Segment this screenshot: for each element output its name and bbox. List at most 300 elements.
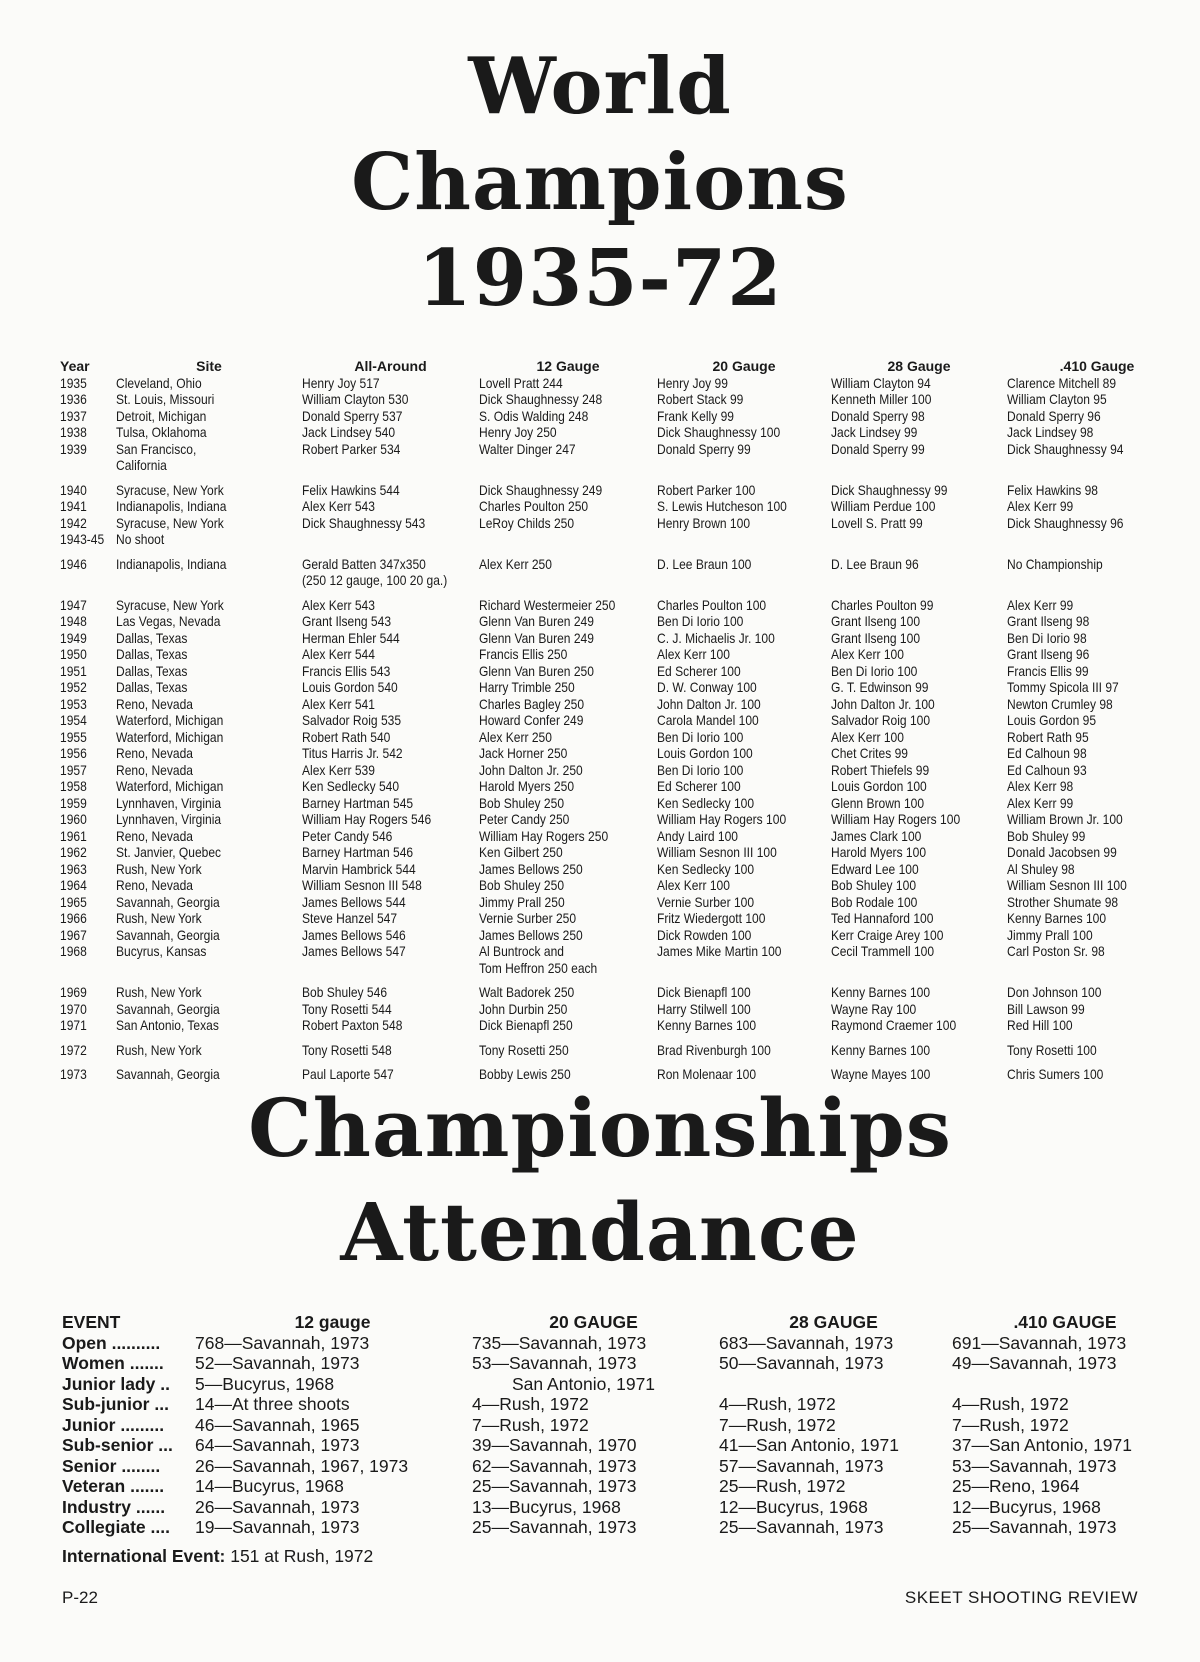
- cell-text: Cleveland, Ohio: [116, 374, 202, 391]
- champion-row: [60, 424, 1187, 441]
- champion-cell-410-gauge: [1007, 679, 1187, 696]
- attendance-cell-410-gauge: 7—Rush, 1972: [952, 1414, 1069, 1435]
- cell-text: Syracuse, New York: [116, 481, 224, 498]
- champion-cell-12-gauge: [479, 828, 657, 845]
- champion-cell-all-around: [302, 844, 479, 861]
- attendance-cell-20-gauge: San Antonio, 1971: [512, 1373, 656, 1394]
- champion-cell-28-gauge: [831, 861, 1007, 878]
- cell-text: Al Shuley 98: [1007, 860, 1075, 877]
- champion-cell-410-gauge: [1007, 589, 1187, 614]
- champion-cell-20-gauge: [657, 976, 831, 1001]
- champion-cell-all-around: [302, 391, 479, 408]
- champion-cell-12-gauge: [479, 712, 657, 729]
- champion-cell-12-gauge: [479, 976, 657, 1001]
- champion-cell-site: [116, 861, 302, 878]
- cell-text: Dallas, Texas: [116, 662, 188, 679]
- champion-cell-410-gauge: [1007, 391, 1187, 408]
- champion-cell-12-gauge: [479, 515, 657, 532]
- cell-text: Ed Calhoun 93: [1007, 761, 1087, 778]
- champion-cell-28-gauge: [831, 729, 1007, 746]
- cell-text: Newton Crumley 98: [1007, 695, 1113, 712]
- attendance-cell-event: Veteran .......: [62, 1476, 165, 1496]
- champion-cell-28-gauge: [831, 877, 1007, 894]
- champion-cell-site: [116, 877, 302, 894]
- champion-cell-year: [60, 515, 116, 532]
- cell-text: C. J. Michaelis Jr. 100: [657, 629, 775, 646]
- cell-text: James Bellows 250: [479, 860, 583, 877]
- cell-text: Alex Kerr 250: [479, 728, 552, 745]
- cell-text: Chet Crites 99: [831, 745, 908, 761]
- champion-cell-12-gauge: [479, 548, 657, 589]
- cell-text: Ken Sedlecky 540: [302, 778, 400, 794]
- champion-cell-all-around: [302, 630, 479, 647]
- champion-cell-site: [116, 927, 302, 944]
- cell-text: D. Lee Braun 96: [831, 555, 919, 572]
- champion-cell-all-around: [302, 515, 479, 532]
- cell-text: Henry Brown 100: [657, 514, 751, 531]
- champion-cell-site: [116, 474, 302, 499]
- champion-cell-20-gauge: [657, 474, 831, 499]
- champion-cell-20-gauge: [657, 943, 831, 976]
- cell-text: Jack Lindsey 98: [1007, 424, 1094, 440]
- cell-text: Robert Rath 95: [1007, 728, 1089, 745]
- header-410-gauge: .410 Gauge: [1059, 358, 1135, 374]
- cell-text: Harry Trimble 250: [479, 679, 575, 695]
- champion-cell-year: [60, 679, 116, 696]
- attendance-header-event: EVENT: [62, 1312, 121, 1332]
- cell-text: James Bellows 250: [479, 926, 583, 943]
- champion-cell-12-gauge: [479, 589, 657, 614]
- champion-cell-year: [60, 548, 116, 589]
- cell-text: Dallas, Texas: [116, 629, 188, 646]
- cell-text: Alex Kerr 539: [302, 761, 375, 778]
- cell-text: Francis Ellis 99: [1007, 662, 1089, 679]
- champion-cell-site: [116, 696, 302, 713]
- attendance-cell-28-gauge: 57—Savannah, 1973: [719, 1455, 884, 1476]
- cell-text: Waterford, Michigan: [116, 728, 224, 745]
- attendance-title-line-1: Championships: [248, 1081, 952, 1175]
- cell-text: LeRoy Childs 250: [479, 514, 575, 531]
- cell-text: Lovell Pratt 244: [479, 374, 563, 391]
- champion-cell-year: [60, 712, 116, 729]
- champion-cell-year: [60, 1058, 116, 1083]
- champion-cell-20-gauge: [657, 778, 831, 795]
- cell-text: Dick Bienapfl 100: [657, 984, 751, 1000]
- cell-text: John Durbin 250: [479, 1000, 568, 1017]
- cell-text: John Dalton Jr. 100: [657, 695, 761, 712]
- champion-cell-20-gauge: [657, 910, 831, 927]
- cell-text: S. Lewis Hutcheson 100: [657, 498, 787, 514]
- champion-cell-site: [116, 1058, 302, 1083]
- cell-text: Charles Poulton 100: [657, 596, 767, 613]
- cell-text: Dick Shaughnessy 96: [1007, 514, 1124, 531]
- champion-cell-year: [60, 745, 116, 762]
- cell-text: Steve Hanzel 547: [302, 910, 398, 926]
- champion-cell-all-around: [302, 375, 479, 392]
- header-all-around: All-Around: [354, 358, 427, 374]
- cell-text: Donald Sperry 99: [831, 440, 925, 457]
- cell-text: Dick Bienapfl 250: [479, 1017, 573, 1033]
- champion-row: [60, 795, 1187, 812]
- champion-cell-12-gauge: [479, 762, 657, 779]
- champion-cell-12-gauge: [479, 663, 657, 680]
- cell-text: Bob Shuley 99: [1007, 827, 1086, 844]
- attendance-row: [62, 1476, 1180, 1497]
- cell-text: Henry Joy 517: [302, 374, 380, 391]
- cell-text: Reno, Nevada: [116, 877, 193, 893]
- title-line-2: Champions: [351, 137, 849, 228]
- champion-row: [60, 474, 1187, 499]
- attendance-row: [62, 1435, 1180, 1456]
- champion-row: [60, 877, 1187, 894]
- champion-cell-year: [60, 910, 116, 927]
- cell-text: Reno, Nevada: [116, 745, 193, 761]
- cell-text: Ken Gilbert 250: [479, 844, 563, 860]
- champion-cell-20-gauge: [657, 408, 831, 425]
- champion-cell-20-gauge: [657, 1034, 831, 1059]
- champion-cell-28-gauge: [831, 630, 1007, 647]
- champion-row: [60, 589, 1187, 614]
- cell-text: Tony Rosetti 250: [479, 1041, 569, 1058]
- cell-text: Robert Parker 100: [657, 481, 756, 498]
- champion-row: [60, 729, 1187, 746]
- champion-cell-28-gauge: [831, 424, 1007, 441]
- champion-cell-20-gauge: [657, 1001, 831, 1018]
- champion-row: [60, 976, 1187, 1001]
- cell-text: Syracuse, New York: [116, 514, 224, 531]
- attendance-row: [62, 1517, 1180, 1538]
- cell-text: 1947: [60, 596, 87, 613]
- champion-cell-28-gauge: [831, 391, 1007, 408]
- attendance-cell-410-gauge: 12—Bucyrus, 1968: [952, 1496, 1101, 1517]
- attendance-header-28-gauge: 28 GAUGE: [789, 1312, 878, 1332]
- champion-cell-12-gauge: [479, 375, 657, 392]
- champion-row: [60, 548, 1187, 589]
- cell-text: James Clark 100: [831, 827, 922, 844]
- champion-cell-site: [116, 663, 302, 680]
- cell-text: D. Lee Braun 100: [657, 555, 752, 572]
- champion-cell-all-around: [302, 828, 479, 845]
- cell-text: James Mike Martin 100: [657, 943, 782, 959]
- cell-text: Peter Candy 250: [479, 811, 570, 827]
- cell-text: Bill Lawson 99: [1007, 1000, 1085, 1017]
- champion-cell-site: [116, 828, 302, 845]
- champions-header-row: [60, 358, 1187, 375]
- champion-cell-all-around: [302, 811, 479, 828]
- champion-cell-410-gauge: [1007, 877, 1187, 894]
- champion-cell-12-gauge: [479, 696, 657, 713]
- champion-cell-all-around: [302, 861, 479, 878]
- cell-text: Bob Shuley 546: [302, 984, 388, 1000]
- champion-cell-28-gauge: [831, 762, 1007, 779]
- champion-cell-410-gauge: [1007, 795, 1187, 812]
- champion-cell-year: [60, 1001, 116, 1018]
- champion-cell-year: [60, 927, 116, 944]
- champion-cell-28-gauge: [831, 441, 1007, 474]
- cell-text: Louis Gordon 100: [831, 778, 927, 794]
- champion-cell-all-around: [302, 976, 479, 1001]
- cell-text: 1961: [60, 827, 87, 844]
- attendance-header-20-gauge: 20 GAUGE: [549, 1312, 638, 1332]
- champion-cell-site: [116, 548, 302, 589]
- cell-text: Donald Jacobsen 99: [1007, 844, 1117, 860]
- cell-text: Donald Sperry 96: [1007, 407, 1101, 424]
- cell-text: Cecil Trammell 100: [831, 943, 935, 959]
- champion-cell-410-gauge: [1007, 712, 1187, 729]
- champion-cell-20-gauge: [657, 927, 831, 944]
- cell-text: Donald Sperry 99: [657, 440, 751, 457]
- champion-cell-28-gauge: [831, 1001, 1007, 1018]
- cell-text: Wayne Mayes 100: [831, 1066, 931, 1082]
- champion-cell-410-gauge: [1007, 1001, 1187, 1018]
- champion-cell-12-gauge: [479, 927, 657, 944]
- champion-cell-410-gauge: [1007, 811, 1187, 828]
- cell-text: Marvin Hambrick 544: [302, 860, 416, 877]
- champion-cell-20-gauge: [657, 745, 831, 762]
- cell-text: Salvador Roig 535: [302, 712, 402, 728]
- champion-cell-12-gauge: [479, 613, 657, 630]
- attendance-cell-20-gauge: 25—Savannah, 1973: [472, 1476, 637, 1496]
- champion-cell-year: [60, 696, 116, 713]
- champion-cell-all-around: [302, 712, 479, 729]
- champion-cell-site: [116, 1034, 302, 1059]
- champion-cell-410-gauge: [1007, 375, 1187, 392]
- champion-cell-all-around: [302, 613, 479, 630]
- title-line-3: 1935-72: [417, 233, 783, 324]
- attendance-cell-event: Open ..........: [62, 1332, 161, 1353]
- champion-cell-site: [116, 1001, 302, 1018]
- cell-text: Lynnhaven, Virginia: [116, 811, 222, 827]
- cell-text: San Francisco, California: [116, 440, 197, 473]
- attendance-cell-28-gauge: 7—Rush, 1972: [719, 1414, 836, 1435]
- cell-text: 1962: [60, 844, 87, 860]
- cell-text: Peter Candy 546: [302, 827, 393, 844]
- cell-text: Donald Sperry 537: [302, 407, 403, 424]
- champion-cell-410-gauge: [1007, 1034, 1187, 1059]
- attendance-cell-28-gauge: 25—Savannah, 1973: [719, 1517, 884, 1537]
- cell-text: 1966: [60, 910, 87, 926]
- cell-text: Ben Di Iorio 100: [657, 613, 744, 629]
- cell-text: Kenny Barnes 100: [657, 1017, 757, 1033]
- champion-cell-28-gauge: [831, 1058, 1007, 1083]
- cell-text: William Clayton 94: [831, 374, 931, 391]
- champion-cell-28-gauge: [831, 408, 1007, 425]
- champion-cell-all-around: [302, 679, 479, 696]
- champion-cell-20-gauge: [657, 811, 831, 828]
- attendance-cell-event: Junior .........: [62, 1414, 165, 1435]
- cell-text: Robert Thiefels 99: [831, 761, 930, 778]
- cell-text: Ed Scherer 100: [657, 778, 741, 794]
- champion-cell-all-around: [302, 498, 479, 515]
- cell-text: Ben Di Iorio 100: [657, 761, 744, 778]
- attendance-cell-12-gauge: 19—Savannah, 1973: [195, 1517, 360, 1537]
- cell-text: Ted Hannaford 100: [831, 910, 934, 926]
- cell-text: Fritz Wiedergott 100: [657, 910, 766, 926]
- cell-text: Alex Kerr 543: [302, 596, 375, 613]
- cell-text: William Hay Rogers 100: [831, 811, 961, 827]
- champion-cell-20-gauge: [657, 1058, 831, 1083]
- champion-cell-410-gauge: [1007, 861, 1187, 878]
- cell-text: Ben Di Iorio 100: [657, 728, 744, 745]
- cell-text: William Hay Rogers 100: [657, 811, 787, 827]
- international-event-value: 151 at Rush, 1972: [225, 1546, 374, 1566]
- champion-cell-28-gauge: [831, 613, 1007, 630]
- cell-text: Barney Hartman 546: [302, 844, 414, 860]
- attendance-cell-12-gauge: 14—At three shoots: [195, 1394, 350, 1414]
- champion-cell-year: [60, 663, 116, 680]
- cell-text: John Dalton Jr. 250: [479, 761, 583, 778]
- cell-text: Francis Ellis 250: [479, 646, 568, 662]
- champion-cell-all-around: [302, 531, 479, 548]
- champion-cell-year: [60, 844, 116, 861]
- champion-row: [60, 894, 1187, 911]
- champion-row: [60, 679, 1187, 696]
- cell-text: 1968: [60, 943, 87, 959]
- cell-text: Waterford, Michigan: [116, 778, 224, 794]
- champion-cell-28-gauge: [831, 745, 1007, 762]
- cell-text: Raymond Craemer 100: [831, 1017, 957, 1033]
- attendance-row: [62, 1353, 1180, 1374]
- champion-cell-year: [60, 531, 116, 548]
- champion-row: [60, 515, 1187, 532]
- cell-text: John Dalton Jr. 100: [831, 695, 935, 712]
- cell-text: Alex Kerr 99: [1007, 498, 1074, 514]
- champion-cell-site: [116, 424, 302, 441]
- cell-text: Felix Hawkins 544: [302, 481, 400, 498]
- cell-text: Alex Kerr 100: [831, 646, 904, 662]
- cell-text: Jack Lindsey 99: [831, 424, 918, 440]
- cell-text: Glenn Van Buren 249: [479, 613, 594, 629]
- champion-cell-20-gauge: [657, 877, 831, 894]
- champion-cell-20-gauge: [657, 1017, 831, 1034]
- title-line-1: World: [468, 41, 732, 132]
- champion-cell-20-gauge: [657, 375, 831, 392]
- champion-cell-all-around: [302, 729, 479, 746]
- champion-cell-28-gauge: [831, 894, 1007, 911]
- champion-cell-20-gauge: [657, 795, 831, 812]
- champion-cell-site: [116, 729, 302, 746]
- attendance-cell-20-gauge: 7—Rush, 1972: [472, 1414, 589, 1435]
- attendance-cell-event: Junior lady ..: [62, 1373, 170, 1394]
- attendance-row: [62, 1497, 1180, 1518]
- champion-cell-20-gauge: [657, 844, 831, 861]
- champion-cell-20-gauge: [657, 712, 831, 729]
- cell-text: 1954: [60, 712, 87, 728]
- cell-text: 1951: [60, 662, 87, 679]
- cell-text: 1957: [60, 761, 87, 778]
- attendance-table: [62, 1312, 1180, 1538]
- champion-row: [60, 828, 1187, 845]
- cell-text: 1955: [60, 728, 87, 745]
- cell-text: Carola Mandel 100: [657, 712, 759, 728]
- cell-text: James Bellows 546: [302, 926, 406, 943]
- champion-cell-410-gauge: [1007, 441, 1187, 474]
- champion-cell-all-around: [302, 424, 479, 441]
- header-12-gauge: 12 Gauge: [536, 358, 600, 374]
- cell-text: 1938: [60, 424, 87, 440]
- champion-cell-year: [60, 943, 116, 976]
- champion-cell-28-gauge: [831, 531, 1007, 548]
- attendance-cell-12-gauge: 14—Bucyrus, 1968: [195, 1476, 344, 1496]
- champion-cell-year: [60, 613, 116, 630]
- champion-cell-28-gauge: [831, 943, 1007, 976]
- champion-cell-all-around: [302, 927, 479, 944]
- champion-cell-410-gauge: [1007, 548, 1187, 589]
- champion-cell-410-gauge: [1007, 729, 1187, 746]
- cell-text: Lovell S. Pratt 99: [831, 514, 923, 531]
- champion-cell-12-gauge: [479, 1058, 657, 1083]
- cell-text: 1948: [60, 613, 87, 629]
- champion-cell-all-around: [302, 745, 479, 762]
- champion-cell-410-gauge: [1007, 1017, 1187, 1034]
- champion-cell-20-gauge: [657, 441, 831, 474]
- cell-text: Glenn Van Buren 249: [479, 629, 594, 646]
- cell-text: Ed Scherer 100: [657, 662, 741, 679]
- cell-text: Tony Rosetti 544: [302, 1000, 392, 1017]
- champion-cell-all-around: [302, 1017, 479, 1034]
- champion-cell-28-gauge: [831, 696, 1007, 713]
- champion-cell-12-gauge: [479, 1001, 657, 1018]
- cell-text: Barney Hartman 545: [302, 794, 414, 811]
- cell-text: Rush, New York: [116, 860, 202, 877]
- cell-text: Herman Ehler 544: [302, 629, 400, 646]
- cell-text: Bob Shuley 100: [831, 877, 917, 893]
- champion-cell-12-gauge: [479, 679, 657, 696]
- champion-row: [60, 696, 1187, 713]
- world-champions-title: [0, 41, 1200, 336]
- cell-text: Glenn Van Buren 250: [479, 662, 594, 679]
- cell-text: Jack Horner 250: [479, 745, 568, 761]
- cell-text: Dick Shaughnessy 99: [831, 481, 948, 498]
- cell-text: Felix Hawkins 98: [1007, 481, 1099, 498]
- cell-text: Rush, New York: [116, 984, 202, 1000]
- champion-cell-site: [116, 630, 302, 647]
- champion-cell-20-gauge: [657, 515, 831, 532]
- cell-text: 1960: [60, 811, 87, 827]
- cell-text: William Hay Rogers 250: [479, 827, 609, 844]
- champion-row: [60, 375, 1187, 392]
- champion-cell-all-around: [302, 441, 479, 474]
- cell-text: Ben Di Iorio 98: [1007, 629, 1087, 646]
- champion-cell-410-gauge: [1007, 531, 1187, 548]
- cell-text: Don Johnson 100: [1007, 984, 1102, 1000]
- champion-cell-20-gauge: [657, 861, 831, 878]
- cell-text: Bob Shuley 250: [479, 877, 565, 893]
- champion-cell-site: [116, 745, 302, 762]
- attendance-cell-event: Sub-junior ...: [62, 1394, 169, 1414]
- champion-cell-year: [60, 1017, 116, 1034]
- champion-cell-12-gauge: [479, 778, 657, 795]
- champion-cell-28-gauge: [831, 927, 1007, 944]
- header-year: Year: [60, 358, 90, 374]
- champion-cell-410-gauge: [1007, 844, 1187, 861]
- champion-cell-410-gauge: [1007, 696, 1187, 713]
- attendance-cell-12-gauge: 26—Savannah, 1967, 1973: [195, 1455, 409, 1476]
- cell-text: 1967: [60, 926, 87, 943]
- cell-text: 1964: [60, 877, 87, 893]
- cell-text: Chris Sumers 100: [1007, 1066, 1104, 1082]
- champion-cell-site: [116, 375, 302, 392]
- cell-text: Charles Poulton 250: [479, 498, 589, 514]
- champion-cell-year: [60, 795, 116, 812]
- cell-text: Donald Sperry 98: [831, 407, 925, 424]
- champion-cell-28-gauge: [831, 474, 1007, 499]
- champion-cell-year: [60, 828, 116, 845]
- cell-text: 1952: [60, 679, 87, 695]
- champion-row: [60, 712, 1187, 729]
- cell-text: St. Janvier, Quebec: [116, 844, 222, 860]
- attendance-cell-28-gauge: 4—Rush, 1972: [719, 1394, 836, 1414]
